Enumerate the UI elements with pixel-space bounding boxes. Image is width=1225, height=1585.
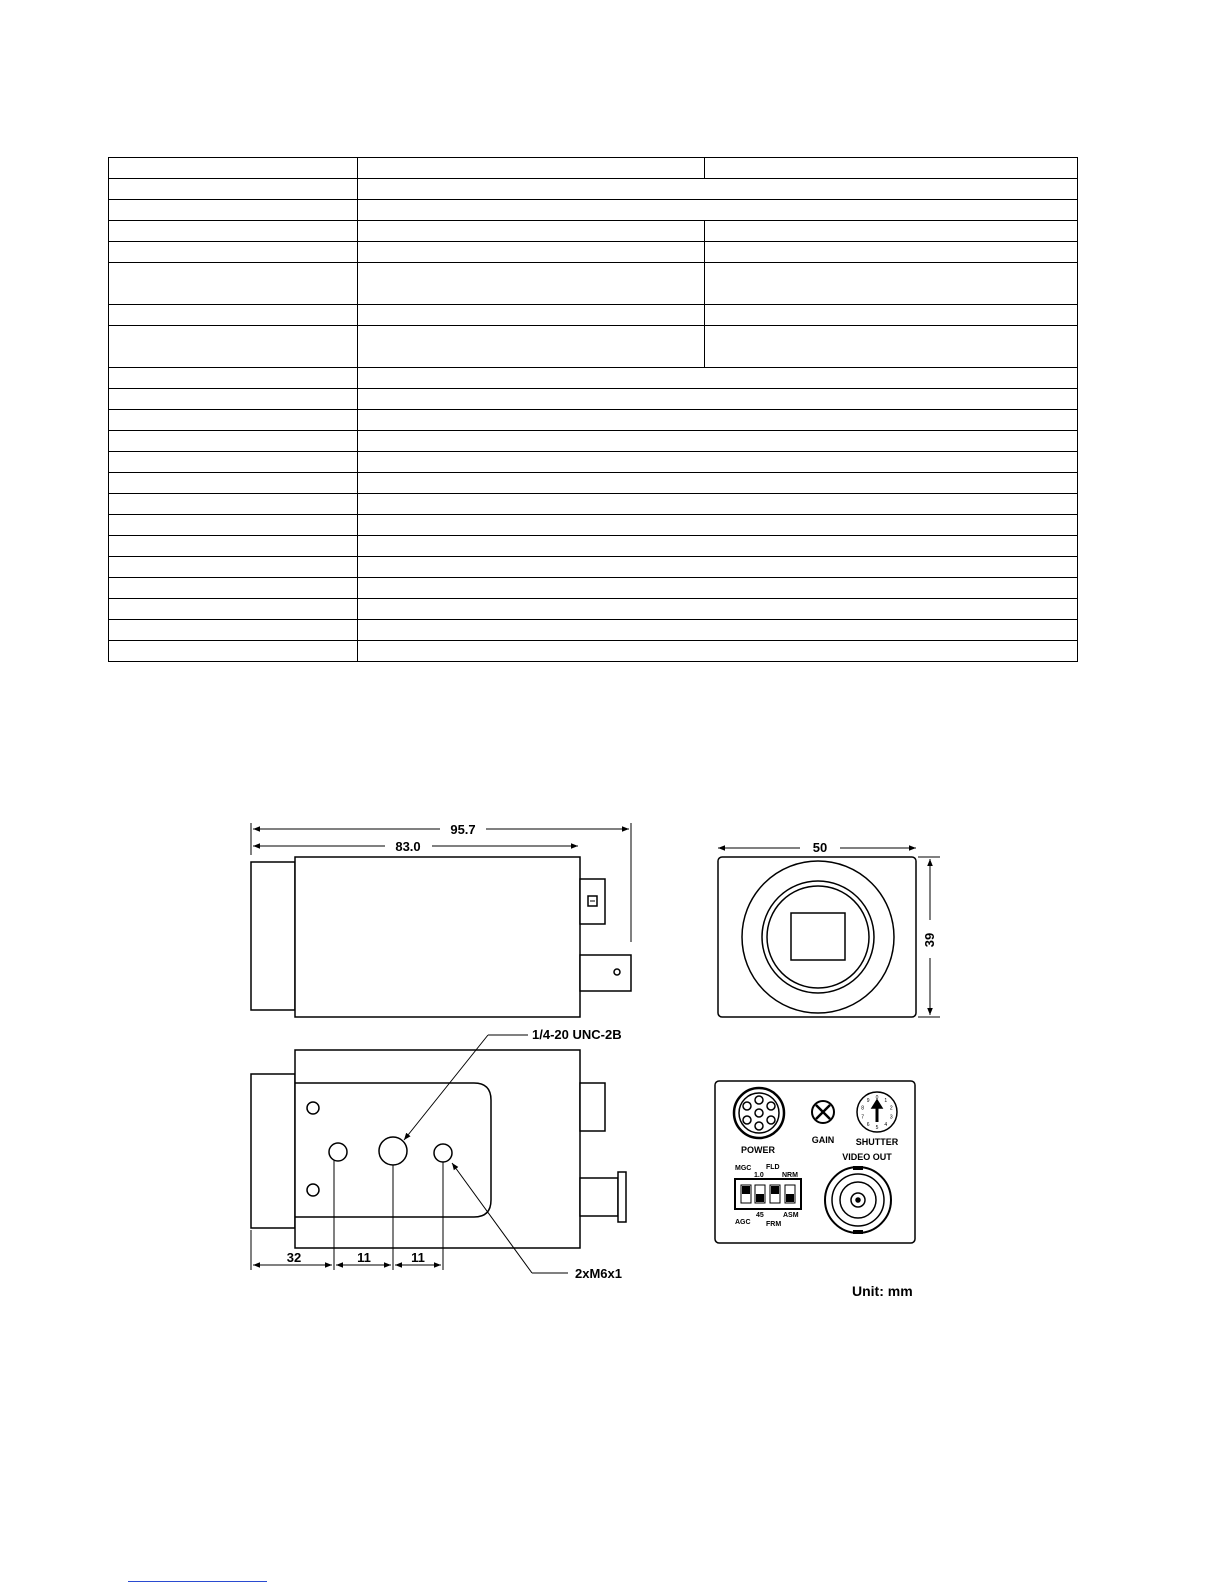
unit-label: Unit: mm (852, 1283, 913, 1299)
shutter-dial-number: 2 (889, 1105, 893, 1112)
shutter-dial-number: 8 (861, 1105, 865, 1112)
shutter-dial-number: 5 (875, 1125, 879, 1131)
shutter-dial-number: 3 (889, 1114, 893, 1121)
dip-label-fld: FLD (766, 1164, 780, 1171)
shutter-label: SHUTTER (855, 1137, 899, 1147)
front-view (718, 848, 940, 1017)
power-label: POWER (740, 1145, 776, 1155)
bottom-view (251, 1035, 626, 1273)
tripod-thread-label: 1/4-20 UNC-2B (532, 1027, 622, 1042)
dip-label-1-0: 1.0 (754, 1172, 764, 1179)
video-out-label: VIDEO OUT (842, 1152, 892, 1162)
page-footer-link-rule (128, 1581, 267, 1582)
dip-label-asm: ASM (783, 1212, 799, 1219)
shutter-dial-number: 7 (861, 1114, 865, 1121)
shutter-dial-number: 4 (884, 1122, 888, 1129)
mount-holes-label: 2xM6x1 (575, 1266, 622, 1281)
side-view (251, 823, 631, 1017)
dip-label-nrm: NRM (782, 1172, 798, 1179)
dip-label-mgc: MGC (735, 1165, 752, 1172)
dimension-front-offset: 32 (286, 1250, 302, 1265)
dimension-hole-spacing-2: 11 (411, 1250, 425, 1265)
shutter-dial-number: 9 (866, 1097, 870, 1104)
dimension-hole-spacing-1: 11 (357, 1250, 371, 1265)
dimension-height: 39 (922, 932, 937, 948)
dip-label-45: 45 (756, 1212, 764, 1219)
dip-label-frm: FRM (766, 1221, 782, 1228)
shutter-dial-number: 0 (875, 1095, 879, 1101)
dimension-width: 50 (812, 840, 828, 855)
shutter-dial-number: 6 (866, 1122, 870, 1129)
dip-label-agc: AGC (735, 1219, 751, 1226)
dimension-body-length: 83.0 (395, 839, 421, 854)
dimension-overall-length: 95.7 (450, 822, 476, 837)
shutter-dial-number: 1 (884, 1097, 888, 1104)
gain-label: GAIN (811, 1135, 835, 1145)
